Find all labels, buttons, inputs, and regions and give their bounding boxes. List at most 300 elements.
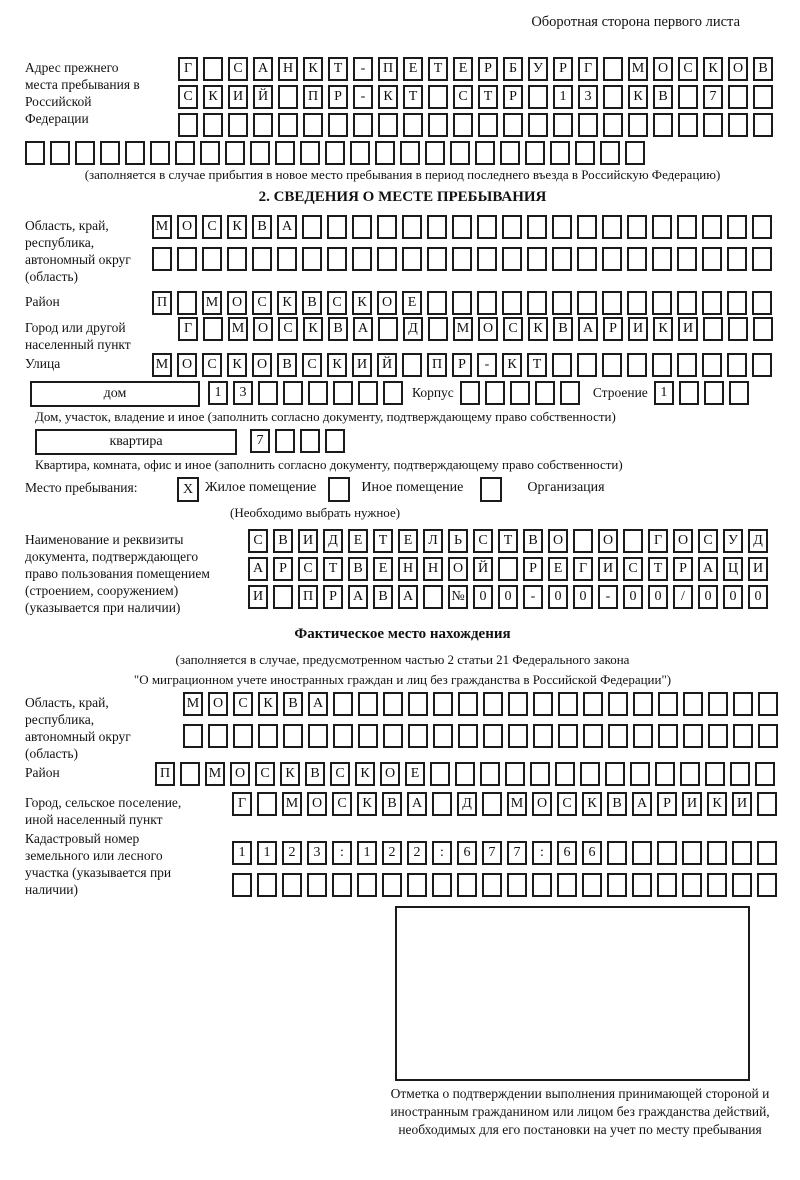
form-cell[interactable] (300, 429, 320, 453)
form-cell[interactable] (382, 873, 402, 897)
form-cell[interactable] (25, 141, 45, 165)
form-cell[interactable]: В (753, 57, 773, 81)
form-cell[interactable]: Р (553, 57, 573, 81)
form-cell[interactable] (452, 247, 472, 271)
form-cell[interactable] (453, 113, 473, 137)
form-cell[interactable]: И (352, 353, 372, 377)
form-cell[interactable] (273, 585, 293, 609)
form-cell[interactable] (203, 57, 223, 81)
form-cell[interactable] (500, 141, 520, 165)
form-cell[interactable]: М (183, 692, 203, 716)
form-cell[interactable] (377, 247, 397, 271)
form-cell[interactable] (525, 141, 545, 165)
form-cell[interactable]: Г (578, 57, 598, 81)
form-cell[interactable] (550, 141, 570, 165)
form-cell[interactable] (125, 141, 145, 165)
form-cell[interactable] (729, 381, 749, 405)
form-cell[interactable]: Г (178, 317, 198, 341)
form-cell[interactable]: А (248, 557, 268, 581)
form-cell[interactable]: М (453, 317, 473, 341)
form-cell[interactable]: С (298, 557, 318, 581)
form-cell[interactable]: О (177, 215, 197, 239)
form-cell[interactable]: В (273, 529, 293, 553)
form-cell[interactable] (400, 141, 420, 165)
form-cell[interactable]: Т (428, 57, 448, 81)
form-cell[interactable] (283, 724, 303, 748)
form-cell[interactable] (457, 873, 477, 897)
form-cell[interactable] (602, 353, 622, 377)
form-cell[interactable] (460, 381, 480, 405)
form-cell[interactable] (608, 692, 628, 716)
form-cell[interactable]: Г (648, 529, 668, 553)
form-cell[interactable] (757, 841, 777, 865)
form-cell[interactable] (502, 291, 522, 315)
form-cell[interactable] (75, 141, 95, 165)
form-cell[interactable] (432, 792, 452, 816)
form-cell[interactable] (528, 85, 548, 109)
form-cell[interactable] (208, 724, 228, 748)
form-cell[interactable]: Р (273, 557, 293, 581)
form-cell[interactable] (603, 57, 623, 81)
form-cell[interactable]: С (332, 792, 352, 816)
form-cell[interactable]: 1 (357, 841, 377, 865)
form-cell[interactable] (555, 762, 575, 786)
form-cell[interactable]: О (598, 529, 618, 553)
form-cell[interactable]: А (277, 215, 297, 239)
form-cell[interactable] (375, 141, 395, 165)
form-cell[interactable] (325, 141, 345, 165)
form-cell[interactable]: О (478, 317, 498, 341)
form-cell[interactable]: У (528, 57, 548, 81)
apartment-type-box[interactable]: квартира (35, 429, 237, 455)
form-cell[interactable] (308, 724, 328, 748)
form-cell[interactable]: С (255, 762, 275, 786)
form-cell[interactable] (358, 724, 378, 748)
form-cell[interactable]: Р (657, 792, 677, 816)
form-cell[interactable] (707, 841, 727, 865)
form-cell[interactable] (278, 85, 298, 109)
form-cell[interactable]: Р (523, 557, 543, 581)
form-cell[interactable] (652, 247, 672, 271)
form-cell[interactable]: О (653, 57, 673, 81)
form-cell[interactable] (753, 317, 773, 341)
form-cell[interactable]: О (448, 557, 468, 581)
form-cell[interactable]: И (248, 585, 268, 609)
form-cell[interactable]: С (302, 353, 322, 377)
form-cell[interactable] (532, 873, 552, 897)
form-cell[interactable] (752, 215, 772, 239)
form-cell[interactable]: М (202, 291, 222, 315)
form-cell[interactable] (357, 873, 377, 897)
form-cell[interactable]: С (252, 291, 272, 315)
form-cell[interactable] (430, 762, 450, 786)
form-cell[interactable]: М (152, 215, 172, 239)
form-cell[interactable] (733, 692, 753, 716)
form-cell[interactable]: О (208, 692, 228, 716)
form-cell[interactable] (200, 141, 220, 165)
form-cell[interactable] (480, 762, 500, 786)
form-cell[interactable] (232, 873, 252, 897)
form-cell[interactable]: 0 (623, 585, 643, 609)
form-cell[interactable] (682, 873, 702, 897)
form-cell[interactable] (678, 85, 698, 109)
form-cell[interactable]: 1 (654, 381, 674, 405)
form-cell[interactable] (552, 353, 572, 377)
form-cell[interactable]: : (532, 841, 552, 865)
form-cell[interactable]: С (678, 57, 698, 81)
form-cell[interactable] (350, 141, 370, 165)
form-cell[interactable]: 0 (748, 585, 768, 609)
form-cell[interactable] (458, 692, 478, 716)
form-cell[interactable] (353, 113, 373, 137)
form-cell[interactable] (680, 762, 700, 786)
form-cell[interactable] (600, 141, 620, 165)
form-cell[interactable]: С (557, 792, 577, 816)
form-cell[interactable]: 0 (498, 585, 518, 609)
form-cell[interactable]: Й (473, 557, 493, 581)
form-cell[interactable]: Н (278, 57, 298, 81)
form-cell[interactable] (577, 215, 597, 239)
form-cell[interactable] (575, 141, 595, 165)
form-cell[interactable] (553, 113, 573, 137)
form-cell[interactable] (533, 724, 553, 748)
form-cell[interactable] (258, 381, 278, 405)
form-cell[interactable]: К (280, 762, 300, 786)
form-cell[interactable] (402, 215, 422, 239)
form-cell[interactable]: С (473, 529, 493, 553)
form-cell[interactable]: К (528, 317, 548, 341)
form-cell[interactable]: В (348, 557, 368, 581)
form-cell[interactable] (583, 724, 603, 748)
form-cell[interactable]: 7 (507, 841, 527, 865)
form-cell[interactable] (728, 85, 748, 109)
form-cell[interactable]: Й (377, 353, 397, 377)
form-cell[interactable] (257, 873, 277, 897)
form-cell[interactable] (758, 692, 778, 716)
form-cell[interactable]: № (448, 585, 468, 609)
form-cell[interactable] (552, 215, 572, 239)
form-cell[interactable] (253, 113, 273, 137)
form-cell[interactable] (757, 873, 777, 897)
form-cell[interactable]: Т (527, 353, 547, 377)
form-cell[interactable] (727, 291, 747, 315)
form-cell[interactable] (527, 215, 547, 239)
form-cell[interactable]: В (302, 291, 322, 315)
form-cell[interactable] (50, 141, 70, 165)
form-cell[interactable]: Е (453, 57, 473, 81)
form-cell[interactable]: Н (398, 557, 418, 581)
form-cell[interactable]: П (155, 762, 175, 786)
form-cell[interactable] (427, 215, 447, 239)
form-cell[interactable]: И (732, 792, 752, 816)
form-cell[interactable]: : (432, 841, 452, 865)
form-cell[interactable]: 7 (250, 429, 270, 453)
form-cell[interactable] (632, 873, 652, 897)
form-cell[interactable]: Д (323, 529, 343, 553)
form-cell[interactable]: 3 (578, 85, 598, 109)
form-cell[interactable]: П (303, 85, 323, 109)
form-cell[interactable] (332, 873, 352, 897)
form-cell[interactable] (627, 215, 647, 239)
form-cell[interactable] (502, 247, 522, 271)
form-cell[interactable] (727, 353, 747, 377)
form-cell[interactable]: В (373, 585, 393, 609)
form-cell[interactable]: 0 (698, 585, 718, 609)
form-cell[interactable] (408, 692, 428, 716)
form-cell[interactable] (225, 141, 245, 165)
form-cell[interactable] (708, 692, 728, 716)
form-cell[interactable] (477, 247, 497, 271)
form-cell[interactable] (607, 873, 627, 897)
form-cell[interactable] (428, 317, 448, 341)
form-cell[interactable] (485, 381, 505, 405)
form-cell[interactable] (652, 215, 672, 239)
form-cell[interactable] (558, 724, 578, 748)
form-cell[interactable]: - (523, 585, 543, 609)
form-cell[interactable] (728, 113, 748, 137)
form-cell[interactable]: О (227, 291, 247, 315)
form-cell[interactable]: Е (373, 557, 393, 581)
form-cell[interactable] (552, 247, 572, 271)
form-cell[interactable]: О (380, 762, 400, 786)
form-cell[interactable] (433, 724, 453, 748)
form-cell[interactable] (507, 873, 527, 897)
form-cell[interactable]: А (353, 317, 373, 341)
form-cell[interactable]: В (523, 529, 543, 553)
form-cell[interactable]: 2 (382, 841, 402, 865)
form-cell[interactable] (580, 762, 600, 786)
form-cell[interactable]: Й (253, 85, 273, 109)
form-cell[interactable] (533, 692, 553, 716)
form-cell[interactable] (502, 215, 522, 239)
form-cell[interactable]: А (698, 557, 718, 581)
form-cell[interactable]: В (328, 317, 348, 341)
form-cell[interactable] (325, 429, 345, 453)
form-cell[interactable] (483, 724, 503, 748)
form-cell[interactable]: К (378, 85, 398, 109)
form-cell[interactable] (627, 353, 647, 377)
form-cell[interactable] (177, 247, 197, 271)
form-cell[interactable]: 1 (232, 841, 252, 865)
form-cell[interactable] (252, 247, 272, 271)
form-cell[interactable]: - (353, 85, 373, 109)
form-cell[interactable]: Е (405, 762, 425, 786)
form-cell[interactable]: Г (232, 792, 252, 816)
form-cell[interactable] (558, 692, 578, 716)
form-cell[interactable] (627, 247, 647, 271)
form-cell[interactable]: М (507, 792, 527, 816)
form-cell[interactable] (557, 873, 577, 897)
form-cell[interactable]: О (548, 529, 568, 553)
form-cell[interactable] (383, 692, 403, 716)
form-cell[interactable] (302, 215, 322, 239)
form-cell[interactable]: А (407, 792, 427, 816)
form-cell[interactable]: 1 (257, 841, 277, 865)
form-cell[interactable] (608, 724, 628, 748)
form-cell[interactable] (560, 381, 580, 405)
form-cell[interactable] (327, 247, 347, 271)
form-cell[interactable] (178, 113, 198, 137)
form-cell[interactable] (180, 762, 200, 786)
form-cell[interactable]: К (303, 317, 323, 341)
form-cell[interactable] (727, 215, 747, 239)
form-cell[interactable]: Е (403, 57, 423, 81)
form-cell[interactable]: А (632, 792, 652, 816)
form-cell[interactable] (753, 113, 773, 137)
form-cell[interactable] (303, 113, 323, 137)
form-cell[interactable] (333, 692, 353, 716)
stay-type-checkbox-other[interactable] (328, 477, 350, 502)
form-cell[interactable] (652, 353, 672, 377)
form-cell[interactable] (327, 215, 347, 239)
form-cell[interactable]: С (503, 317, 523, 341)
form-cell[interactable]: Е (402, 291, 422, 315)
form-cell[interactable] (703, 317, 723, 341)
form-cell[interactable] (730, 762, 750, 786)
form-cell[interactable] (627, 291, 647, 315)
form-cell[interactable] (302, 247, 322, 271)
form-cell[interactable] (582, 873, 602, 897)
form-cell[interactable] (602, 291, 622, 315)
form-cell[interactable]: К (227, 353, 247, 377)
form-cell[interactable] (300, 141, 320, 165)
form-cell[interactable]: 0 (473, 585, 493, 609)
form-cell[interactable] (573, 529, 593, 553)
form-cell[interactable] (527, 247, 547, 271)
form-cell[interactable] (704, 381, 724, 405)
form-cell[interactable] (527, 291, 547, 315)
form-cell[interactable]: К (707, 792, 727, 816)
form-cell[interactable] (427, 247, 447, 271)
form-cell[interactable] (383, 381, 403, 405)
form-cell[interactable] (275, 141, 295, 165)
form-cell[interactable] (727, 247, 747, 271)
form-cell[interactable] (683, 692, 703, 716)
form-cell[interactable]: А (308, 692, 328, 716)
form-cell[interactable] (452, 291, 472, 315)
form-cell[interactable] (150, 141, 170, 165)
form-cell[interactable]: С (278, 317, 298, 341)
form-cell[interactable] (352, 247, 372, 271)
form-cell[interactable] (450, 141, 470, 165)
form-cell[interactable]: С (623, 557, 643, 581)
form-cell[interactable]: П (298, 585, 318, 609)
form-cell[interactable] (630, 762, 650, 786)
form-cell[interactable]: К (203, 85, 223, 109)
form-cell[interactable] (679, 381, 699, 405)
form-cell[interactable] (250, 141, 270, 165)
form-cell[interactable] (307, 873, 327, 897)
form-cell[interactable] (408, 724, 428, 748)
form-cell[interactable] (378, 317, 398, 341)
form-cell[interactable] (432, 873, 452, 897)
form-cell[interactable] (378, 113, 398, 137)
form-cell[interactable] (227, 247, 247, 271)
form-cell[interactable]: И (682, 792, 702, 816)
form-cell[interactable]: К (355, 762, 375, 786)
form-cell[interactable] (625, 141, 645, 165)
form-cell[interactable]: С (233, 692, 253, 716)
form-cell[interactable]: С (178, 85, 198, 109)
form-cell[interactable]: 0 (548, 585, 568, 609)
form-cell[interactable] (358, 692, 378, 716)
form-cell[interactable] (607, 841, 627, 865)
form-cell[interactable]: 7 (482, 841, 502, 865)
form-cell[interactable]: Ь (448, 529, 468, 553)
form-cell[interactable] (483, 692, 503, 716)
form-cell[interactable] (377, 215, 397, 239)
form-cell[interactable] (508, 692, 528, 716)
form-cell[interactable]: К (628, 85, 648, 109)
form-cell[interactable]: У (723, 529, 743, 553)
form-cell[interactable]: О (177, 353, 197, 377)
form-cell[interactable]: Д (748, 529, 768, 553)
form-cell[interactable] (602, 215, 622, 239)
form-cell[interactable] (702, 247, 722, 271)
form-cell[interactable]: К (502, 353, 522, 377)
form-cell[interactable]: Р (328, 85, 348, 109)
stay-type-checkbox-residential[interactable]: X (177, 477, 199, 502)
form-cell[interactable] (603, 85, 623, 109)
form-cell[interactable]: А (398, 585, 418, 609)
form-cell[interactable]: В (382, 792, 402, 816)
form-cell[interactable]: С (202, 215, 222, 239)
form-cell[interactable]: Т (328, 57, 348, 81)
form-cell[interactable] (652, 291, 672, 315)
form-cell[interactable]: И (598, 557, 618, 581)
form-cell[interactable] (583, 692, 603, 716)
form-cell[interactable] (152, 247, 172, 271)
form-cell[interactable]: С (228, 57, 248, 81)
form-cell[interactable]: 0 (723, 585, 743, 609)
form-cell[interactable]: К (703, 57, 723, 81)
form-cell[interactable]: М (282, 792, 302, 816)
form-cell[interactable]: Т (403, 85, 423, 109)
form-cell[interactable] (658, 692, 678, 716)
form-cell[interactable]: Т (478, 85, 498, 109)
form-cell[interactable]: - (477, 353, 497, 377)
form-cell[interactable] (677, 247, 697, 271)
form-cell[interactable]: 1 (208, 381, 228, 405)
form-cell[interactable] (183, 724, 203, 748)
form-cell[interactable] (482, 792, 502, 816)
form-cell[interactable] (203, 317, 223, 341)
form-cell[interactable]: П (152, 291, 172, 315)
form-cell[interactable] (100, 141, 120, 165)
form-cell[interactable] (752, 291, 772, 315)
form-cell[interactable]: М (228, 317, 248, 341)
house-type-box[interactable]: дом (30, 381, 200, 407)
form-cell[interactable]: О (673, 529, 693, 553)
form-cell[interactable] (510, 381, 530, 405)
form-cell[interactable] (758, 724, 778, 748)
form-cell[interactable] (275, 429, 295, 453)
form-cell[interactable]: Р (603, 317, 623, 341)
form-cell[interactable] (633, 724, 653, 748)
form-cell[interactable] (605, 762, 625, 786)
form-cell[interactable] (628, 113, 648, 137)
form-cell[interactable]: Л (423, 529, 443, 553)
form-cell[interactable]: С (202, 353, 222, 377)
form-cell[interactable] (402, 247, 422, 271)
form-cell[interactable] (407, 873, 427, 897)
form-cell[interactable]: К (357, 792, 377, 816)
form-cell[interactable]: К (303, 57, 323, 81)
form-cell[interactable]: С (248, 529, 268, 553)
form-cell[interactable] (682, 841, 702, 865)
form-cell[interactable] (402, 353, 422, 377)
form-cell[interactable]: Н (423, 557, 443, 581)
